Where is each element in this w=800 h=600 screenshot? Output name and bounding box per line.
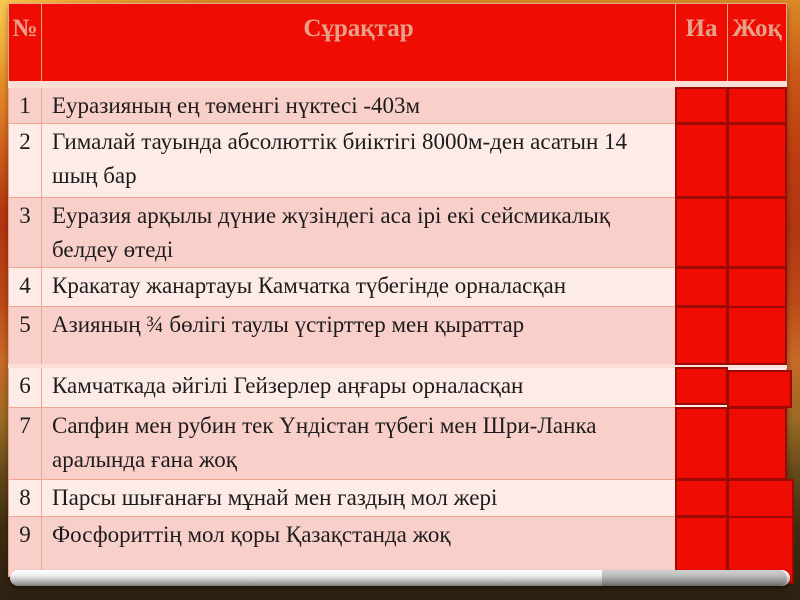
question-cell: Еуразияның ең төменгі нүктесі -403м	[42, 85, 676, 124]
header-questions: Сұрақтар	[42, 4, 676, 85]
row-number: 6	[9, 366, 42, 408]
answer-cover-no[interactable]	[727, 407, 787, 480]
answer-cover-no[interactable]	[727, 197, 787, 268]
answer-cell-no	[728, 366, 787, 408]
question-cell: Еуразия арқылы дүние жүзіндегі аса ірі екі сейсмикалық белдеу өтеді	[42, 198, 676, 268]
answer-cell-yes	[676, 480, 728, 517]
row-number: 3	[9, 198, 42, 268]
answer-cover-yes[interactable]	[675, 306, 728, 365]
answer-cell-no	[728, 85, 787, 124]
table-row	[9, 124, 787, 198]
answer-cover-no[interactable]	[727, 123, 787, 198]
row-number: 5	[9, 307, 42, 367]
header-yes: Иа	[676, 4, 728, 85]
question-cell: Сапфин мен рубин тек Үндістан түбегі мен Шри-Ланка аралында ғана жоқ	[42, 408, 676, 480]
answer-cover-no[interactable]	[727, 87, 787, 124]
table-row	[9, 366, 787, 408]
answer-cell-no	[728, 268, 787, 307]
quiz-table	[8, 3, 787, 577]
answer-cell-no	[728, 198, 787, 268]
question-cell: Фосфориттің мол қоры Қазақстанда жоқ	[42, 517, 676, 577]
table-row	[9, 480, 787, 517]
question-cell: Парсы шығанағы мұнай мен газдың мол жері	[42, 480, 676, 517]
row-number: 8	[9, 480, 42, 517]
answer-cell-yes	[676, 517, 728, 577]
answer-cover-yes[interactable]	[675, 479, 728, 517]
row-number: 9	[9, 517, 42, 577]
header-number-column: №	[9, 4, 42, 85]
table-row	[9, 198, 787, 268]
answer-cell-yes	[676, 85, 728, 124]
answer-cover-yes[interactable]	[675, 123, 728, 198]
table-row	[9, 517, 787, 577]
question-cell: Гималай тауында абсолюттік биіктігі 8000м-ден асатын 14 шың бар	[42, 124, 676, 198]
answer-cell-no	[728, 124, 787, 198]
answer-cover-yes[interactable]	[675, 87, 728, 124]
question-cell: Азияның ¾ бөлігі таулы үстірттер мен қыраттар	[42, 307, 676, 367]
answer-cover-yes[interactable]	[675, 197, 728, 268]
answer-cell-yes	[676, 124, 728, 198]
answer-cell-yes	[676, 198, 728, 268]
answer-cover-yes[interactable]	[675, 267, 728, 307]
answer-cover-no[interactable]	[727, 267, 787, 309]
header-row	[9, 4, 787, 85]
answer-cell-yes	[676, 408, 728, 480]
answer-cell-yes	[676, 307, 728, 367]
header-no: Жоқ	[728, 4, 787, 85]
answer-cover-yes[interactable]	[675, 407, 728, 480]
row-number: 7	[9, 408, 42, 480]
answer-cover-no[interactable]	[727, 479, 794, 519]
question-cell: Кракатау жанартауы Камчатка түбегінде орналасқан	[42, 268, 676, 307]
answer-cover-no[interactable]	[727, 370, 792, 408]
answer-cell-yes	[676, 366, 728, 408]
row-number: 2	[9, 124, 42, 198]
scrollbar-thumb[interactable]	[602, 570, 787, 586]
row-number: 4	[9, 268, 42, 307]
table-row	[9, 408, 787, 480]
answer-cell-no	[728, 307, 787, 367]
answer-cover-yes[interactable]	[675, 367, 728, 405]
table-row	[9, 268, 787, 307]
answer-cell-yes	[676, 268, 728, 307]
table-row	[9, 85, 787, 124]
answer-cover-no[interactable]	[727, 306, 787, 365]
answer-cell-no	[728, 480, 787, 517]
answer-cell-no	[728, 408, 787, 480]
question-cell: Камчаткада әйгілі Гейзерлер аңғары орналасқан	[42, 366, 676, 408]
horizontal-scrollbar[interactable]	[10, 570, 790, 586]
table-row	[9, 307, 787, 367]
answer-cell-no	[728, 517, 787, 577]
row-number: 1	[9, 85, 42, 124]
